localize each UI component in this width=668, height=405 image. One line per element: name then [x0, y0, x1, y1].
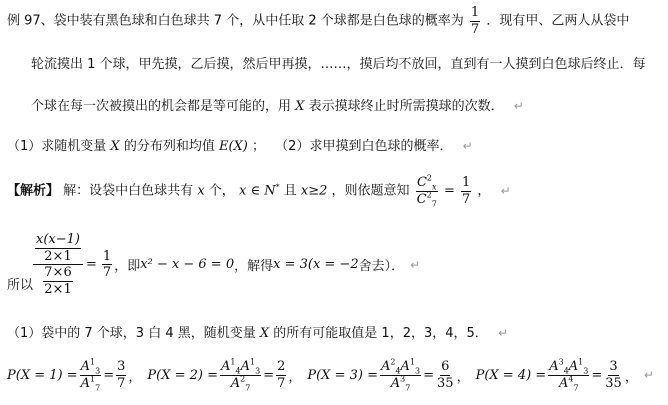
expectation: E(X): [218, 139, 248, 154]
prob-item-2: P(X = 2) = $\frac{A^1_4A^1_3}{A^2_7}$ = $\frac{2}{7}$ ，: [147, 357, 302, 393]
probability-fraction: $\frac{1}{7}$: [470, 5, 480, 37]
paragraph-mark: ↵: [643, 368, 654, 383]
solve-line: 所以 $\frac{\frac{x(x-1)}{2\times 1}}{\frac{7\times 6}{2\times 1}}$ = $\frac{1}{7}$ ，即 x² − x − 6 = 0 ，解得 x = 3(x = −2 舍去）． ↵: [7, 232, 421, 297]
problem-line-3: 个球在每一次被摸出的机会都是等可能的，用 X 表示摸球终止时所需摸球的次数． ↵: [31, 99, 524, 114]
analysis-line: 【解析】 解：设袋中白色球共有 x 个， x ∈ N* 且 x≥2 ，则依题意知 $\frac{C^2_x}{C^2_7}$ = $\frac{1}{7}$ ， ↵: [7, 173, 511, 209]
problem-line-2: 轮流摸出 1 个球，甲先摸，乙后摸，然后甲再摸，……，摸后均不放回，直到有一人摸到白色球后终止．每: [31, 57, 646, 72]
problem-text: 例 97、袋中装有黑色球和白色球共 7 个，从中任取 2 个球都是白色球的概率为: [7, 13, 464, 29]
questions-line: （1）求随机变量 X 的分布列和均值 E(X) ； （2）求甲摸到白色球的概率． ↵: [7, 139, 473, 154]
nested-fraction: $\frac{\frac{x(x-1)}{2\times 1}}{\frac{7\times 6}{2\times 1}}$: [33, 233, 83, 297]
problem-text: ．现有甲、乙两人从袋中: [486, 13, 630, 29]
paragraph-mark: ↵: [500, 183, 511, 198]
prob-item-1: P(X = 1) = $\frac{A^1_3}{A^1_7}$ = $\frac{3}{7}$ ，: [7, 357, 142, 393]
paragraph-mark: ↵: [513, 99, 524, 113]
analysis-tag: 【解析】: [7, 183, 60, 199]
combination-ratio: $\frac{C^2_x}{C^2_7}$: [416, 173, 437, 209]
probabilities-line: [7, 357, 654, 393]
rhs-fraction: $\frac{1}{7}$: [102, 248, 112, 281]
paragraph-mark: ↵: [462, 139, 473, 153]
variable-x: X: [295, 99, 305, 114]
paragraph-mark: ↵: [410, 257, 421, 272]
prob-item-4: P(X = 4) = $\frac{A^3_4A^1_3}{A^4_7}$ = $\frac{3}{35}$ ，: [475, 357, 638, 393]
rhs-fraction: $\frac{1}{7}$: [462, 175, 471, 207]
prob-item-3: P(X = 3) = $\frac{A^2_4A^1_3}{A^3_7}$ = $\frac{6}{35}$ ，: [307, 357, 470, 393]
problem-line-1: [7, 6, 629, 36]
paragraph-mark: ↵: [497, 326, 508, 340]
quadratic: x² − x − 6 = 0: [140, 257, 235, 273]
part1-line: （1）袋中的 7 个球，3 白 4 黑，随机变量 X 的所有可能取值是 1，2，3，4，5． ↵: [7, 326, 508, 341]
